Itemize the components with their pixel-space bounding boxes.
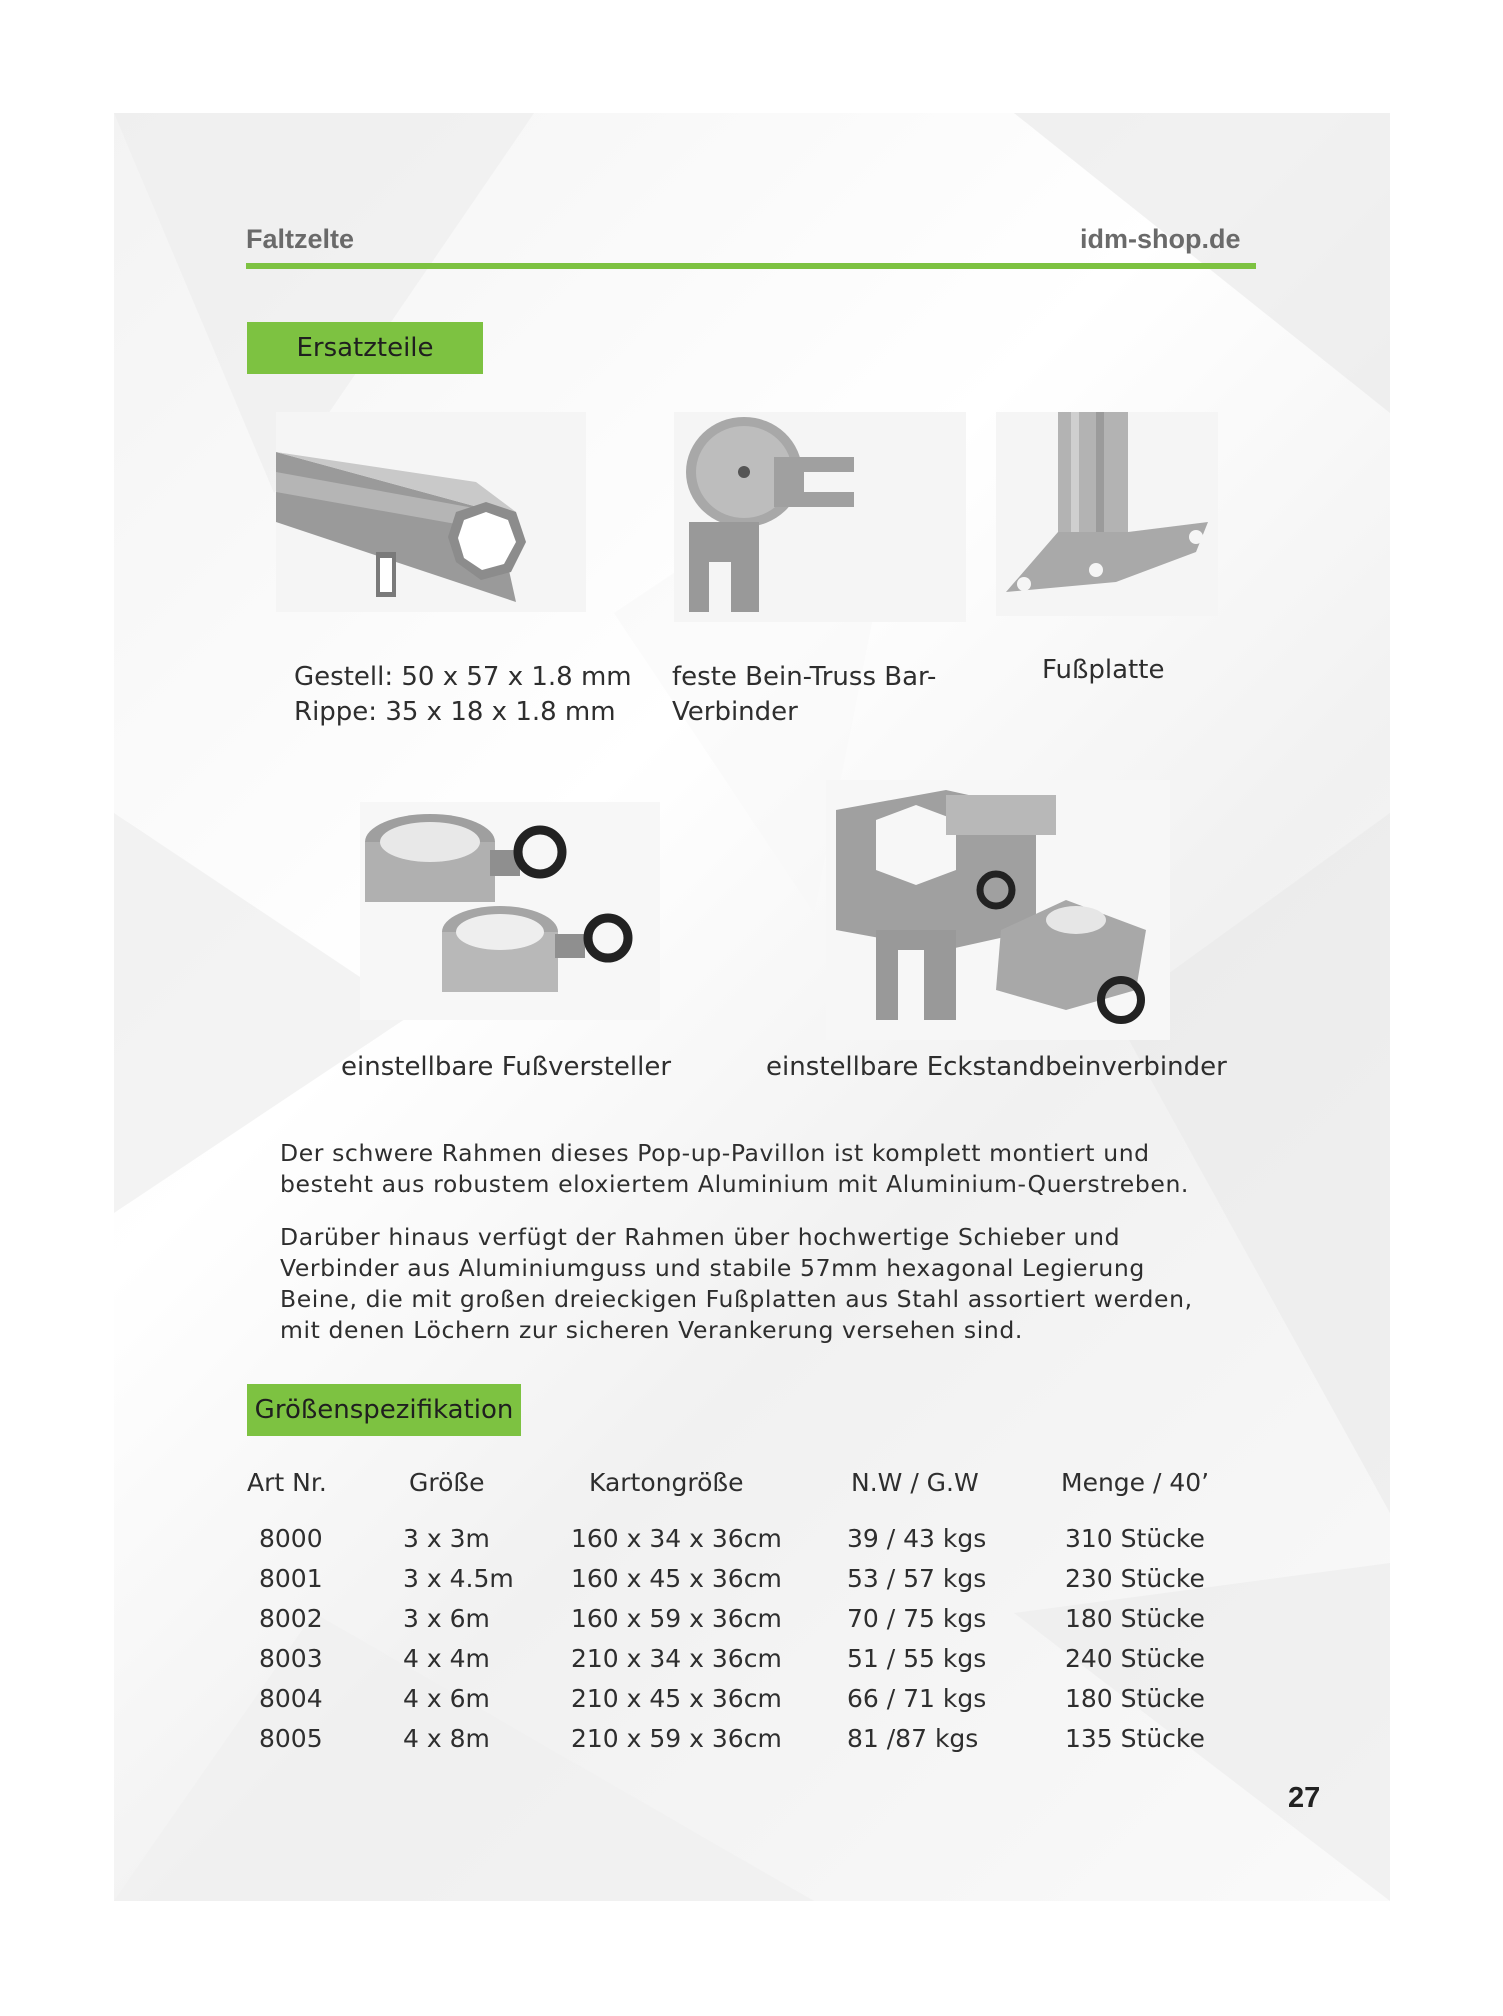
- caption-frame: [294, 660, 632, 730]
- para2-line: Verbinder aus Aluminiumguss und stabile 57mm hexagonal Legierung: [280, 1254, 1145, 1282]
- cell-size: 4 x 8m: [403, 1724, 490, 1753]
- cell-size: 4 x 6m: [403, 1684, 490, 1713]
- cell-quantity: 180 Stücke: [1065, 1604, 1205, 1633]
- cell-quantity: 180 Stücke: [1065, 1684, 1205, 1713]
- cell-weight: 66 / 71 kgs: [847, 1684, 987, 1713]
- cell-carton: 160 x 59 x 36cm: [571, 1604, 782, 1633]
- cell-weight: 81 /87 kgs: [847, 1724, 979, 1753]
- para1-line: Der schwere Rahmen dieses Pop-up-Pavillon ist komplett montiert und: [280, 1139, 1150, 1167]
- cell-weight: 51 / 55 kgs: [847, 1644, 987, 1673]
- table-row: [247, 1524, 1267, 1564]
- cell-carton: 210 x 59 x 36cm: [571, 1724, 782, 1753]
- corner-connector-icon: [826, 780, 1170, 1040]
- header-quantity: Menge / 40’: [1061, 1468, 1210, 1497]
- table-row: [247, 1644, 1267, 1684]
- table-row: [247, 1684, 1267, 1724]
- cell-size: 3 x 6m: [403, 1604, 490, 1633]
- caption-frame-line2: Rippe: 35 x 18 x 1.8 mm: [294, 697, 616, 727]
- foot-adjuster-icon: [360, 802, 660, 1020]
- cell-size: 3 x 3m: [403, 1524, 490, 1553]
- caption-truss-line2: Verbinder: [672, 697, 798, 727]
- table-row: [247, 1724, 1267, 1764]
- cell-weight: 53 / 57 kgs: [847, 1564, 987, 1593]
- caption-truss-line1: feste Bein-Truss Bar-: [672, 662, 937, 692]
- caption-truss: [672, 660, 936, 730]
- table-row: [247, 1604, 1267, 1644]
- truss-connector-icon: [674, 412, 966, 622]
- cell-weight: 39 / 43 kgs: [847, 1524, 987, 1553]
- cell-art-nr: 8003: [259, 1644, 323, 1673]
- caption-adjuster: einstellbare Fußversteller: [341, 1052, 672, 1082]
- cell-quantity: 230 Stücke: [1065, 1564, 1205, 1593]
- cell-art-nr: 8004: [259, 1684, 323, 1713]
- site-name: idm-shop.de: [1080, 224, 1241, 254]
- cell-quantity: 310 Stücke: [1065, 1524, 1205, 1553]
- cell-quantity: 135 Stücke: [1065, 1724, 1205, 1753]
- foot-plate-icon: [996, 412, 1218, 616]
- para1-line: besteht aus robustem eloxiertem Aluminium mit Aluminium-Querstreben.: [280, 1170, 1190, 1198]
- cell-art-nr: 8000: [259, 1524, 323, 1553]
- caption-footplate: Fußplatte: [1042, 655, 1165, 685]
- cell-size: 3 x 4.5m: [403, 1564, 514, 1593]
- size-spec-table: [247, 1468, 1267, 1764]
- para2-line: Darüber hinaus verfügt der Rahmen über hochwertige Schieber und: [280, 1223, 1121, 1251]
- description-paragraph-1: [280, 1138, 1189, 1200]
- cell-carton: 160 x 45 x 36cm: [571, 1564, 782, 1593]
- table-row: [247, 1564, 1267, 1604]
- cell-art-nr: 8005: [259, 1724, 323, 1753]
- section-title: Faltzelte: [246, 224, 355, 254]
- parts-label: Ersatzteile: [247, 322, 483, 374]
- header-size: Größe: [409, 1468, 485, 1497]
- cell-art-nr: 8002: [259, 1604, 323, 1633]
- header-rule: [246, 263, 1256, 269]
- frame-tube-icon: [276, 412, 586, 612]
- description-paragraph-2: [280, 1222, 1193, 1346]
- para2-line: mit denen Löchern zur sicheren Verankerung versehen sind.: [280, 1316, 1023, 1344]
- cell-carton: 160 x 34 x 36cm: [571, 1524, 782, 1553]
- cell-weight: 70 / 75 kgs: [847, 1604, 987, 1633]
- cell-art-nr: 8001: [259, 1564, 323, 1593]
- caption-corner: einstellbare Eckstandbeinverbinder: [766, 1052, 1227, 1082]
- header-weight: N.W / G.W: [851, 1468, 979, 1497]
- caption-frame-line1: Gestell: 50 x 57 x 1.8 mm: [294, 662, 632, 692]
- cell-carton: 210 x 34 x 36cm: [571, 1644, 782, 1673]
- cell-size: 4 x 4m: [403, 1644, 490, 1673]
- table-header: [247, 1468, 1267, 1524]
- header-carton: Kartongröße: [589, 1468, 744, 1497]
- cell-carton: 210 x 45 x 36cm: [571, 1684, 782, 1713]
- size-spec-label: Größenspezifikation: [247, 1384, 521, 1436]
- cell-quantity: 240 Stücke: [1065, 1644, 1205, 1673]
- header-art-nr: Art Nr.: [247, 1468, 327, 1497]
- page-number: 27: [1288, 1782, 1321, 1814]
- para2-line: Beine, die mit großen dreieckigen Fußplatten aus Stahl assortiert werden,: [280, 1285, 1193, 1313]
